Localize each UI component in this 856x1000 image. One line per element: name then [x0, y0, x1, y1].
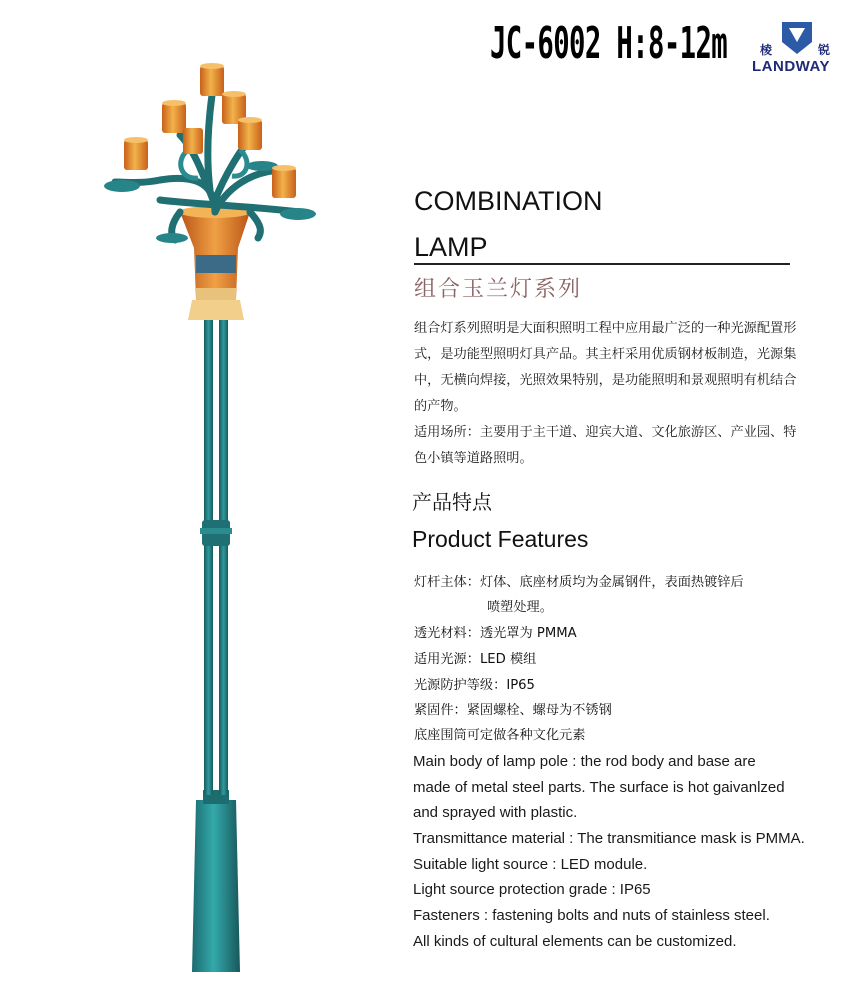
- english-line: Suitable light source : LED module.: [413, 856, 648, 873]
- pole-base: [192, 800, 240, 972]
- title-english: [414, 178, 603, 270]
- logo-cn-left: 棱: [760, 43, 773, 57]
- spec-label: 底座围筒可定做各种文化元素: [414, 728, 586, 743]
- spec-label: 紧固件：: [414, 703, 467, 718]
- pole-shaft-left: [204, 320, 213, 795]
- lamp-illustration: [0, 0, 400, 1000]
- spec-value: IP65: [506, 678, 535, 693]
- logo-wordmark: LANDWAY: [752, 58, 830, 75]
- spec-row: [414, 647, 536, 673]
- spec-row: [414, 723, 585, 749]
- features-heading-cn: 产品特点: [412, 490, 492, 514]
- usage-description: 适用场所：主要用于主干道、迎宾大道、文化旅游区、产业园、特色小镇等道路照明。: [414, 425, 797, 466]
- spec-value: 喷塑处理。: [487, 600, 553, 615]
- title-divider: [414, 263, 790, 265]
- english-line: Light source protection grade : IP65: [413, 881, 651, 898]
- english-line: Fasteners : fastening bolts and nuts of stainless steel.: [413, 907, 770, 924]
- spec-row: [414, 698, 612, 724]
- features-heading-en: Product Features: [412, 526, 589, 552]
- spec-row: [487, 595, 553, 621]
- intro-description: 组合灯系列照明是大面积照明工程中应用最广泛的一种光源配置形式，是功能型照明灯具产品。其主杆采用优质钢材板制造，光源集中，无横向焊接，光照效果特别，是功能照明和景观照明有机结合的产物。: [414, 321, 797, 414]
- logo-cn-right: 锐: [818, 43, 831, 57]
- spec-value: LED 模组: [479, 652, 537, 667]
- pole-shaft-right: [219, 320, 228, 795]
- spec-label: 透光材料：: [414, 626, 480, 641]
- title-chinese: 组合玉兰灯系列: [414, 277, 583, 302]
- english-line: and sprayed with plastic.: [413, 804, 578, 821]
- model-title: JC-6002 H:8-12m: [490, 18, 728, 69]
- spec-label: 光源防护等级：: [414, 678, 507, 693]
- title-line-2: LAMP: [414, 232, 488, 262]
- english-line: Transmittance material : The transmitiance mask is PMMA.: [413, 830, 805, 847]
- spec-row: [414, 621, 577, 647]
- spec-value: 透光罩为 PMMA: [479, 626, 577, 641]
- spec-label: 适用光源：: [414, 652, 480, 667]
- spec-label: 灯杆主体：: [414, 575, 480, 590]
- title-line-1: COMBINATION: [414, 186, 603, 216]
- english-line: All kinds of cultural elements can be customized.: [413, 933, 737, 950]
- spec-row: [414, 673, 535, 699]
- spec-value: 灯体、底座材质均为金属钢件，表面热镀锌后: [479, 575, 744, 590]
- english-line: Main body of lamp pole : the rod body and base are: [413, 753, 756, 770]
- spec-value: 紧固螺栓、螺母为不锈钢: [466, 703, 612, 718]
- english-line: made of metal steel parts. The surface is hot gaivanlzed: [413, 779, 785, 796]
- spec-row: [414, 570, 744, 596]
